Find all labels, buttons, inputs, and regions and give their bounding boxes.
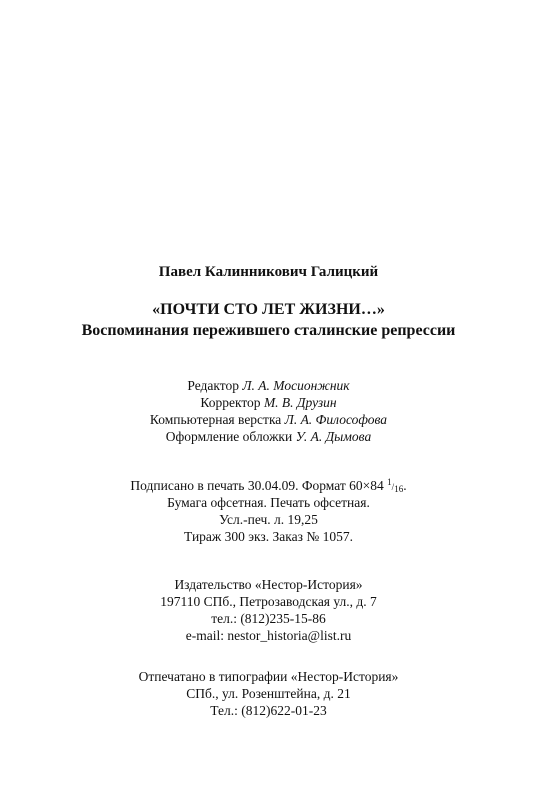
- credit-editor: [0, 379, 537, 393]
- credit-cover-design: [0, 430, 537, 444]
- credit-person: Л. А. Философова: [284, 412, 388, 427]
- printer-address: СПб., ул. Розенштейна, д. 21: [186, 686, 351, 701]
- author-name: Павел Калинникович Галицкий: [158, 264, 379, 280]
- format-denominator: 16: [394, 484, 404, 494]
- credit-layout: [0, 413, 537, 427]
- book-subtitle: Воспоминания пережившего сталинские репрессии: [81, 322, 456, 339]
- format-fraction: 1/16: [387, 477, 404, 494]
- book-title: «ПОЧТИ СТО ЛЕТ ЖИЗНИ…»: [152, 301, 385, 318]
- credit-role: Оформление обложки: [165, 429, 293, 444]
- credit-role: Редактор: [187, 378, 240, 393]
- publisher-email: e-mail: nestor_historia@list.ru: [185, 628, 352, 643]
- format-tail: .: [403, 478, 407, 493]
- printer-phone: Тел.: (812)622-01-23: [210, 703, 327, 718]
- credit-person: У. А. Дымова: [295, 429, 372, 444]
- publisher-address: 197110 СПб., Петрозаводская ул., д. 7: [160, 594, 377, 609]
- credit-role: Компьютерная верстка: [149, 412, 282, 427]
- format-numerator: 1: [387, 477, 392, 487]
- credit-person: Л. А. Мосионжник: [242, 378, 350, 393]
- credit-proofreader: [0, 396, 537, 410]
- print-paper: Бумага офсетная. Печать офсетная.: [167, 495, 370, 510]
- publisher-phone: тел.: (812)235-15-86: [211, 611, 326, 626]
- credit-role: Корректор: [200, 395, 261, 410]
- print-circulation: Тираж 300 экз. Заказ № 1057.: [184, 529, 353, 544]
- print-signed: Подписано в печать 30.04.09. Формат 60×84: [130, 478, 388, 493]
- printer-name: Отпечатано в типографии «Нестор-История»: [138, 669, 399, 684]
- publisher-name: Издательство «Нестор-История»: [174, 577, 363, 592]
- print-signed-format: [0, 479, 537, 493]
- print-sheets: Усл.-печ. л. 19,25: [219, 512, 318, 527]
- credit-person: М. В. Друзин: [263, 395, 337, 410]
